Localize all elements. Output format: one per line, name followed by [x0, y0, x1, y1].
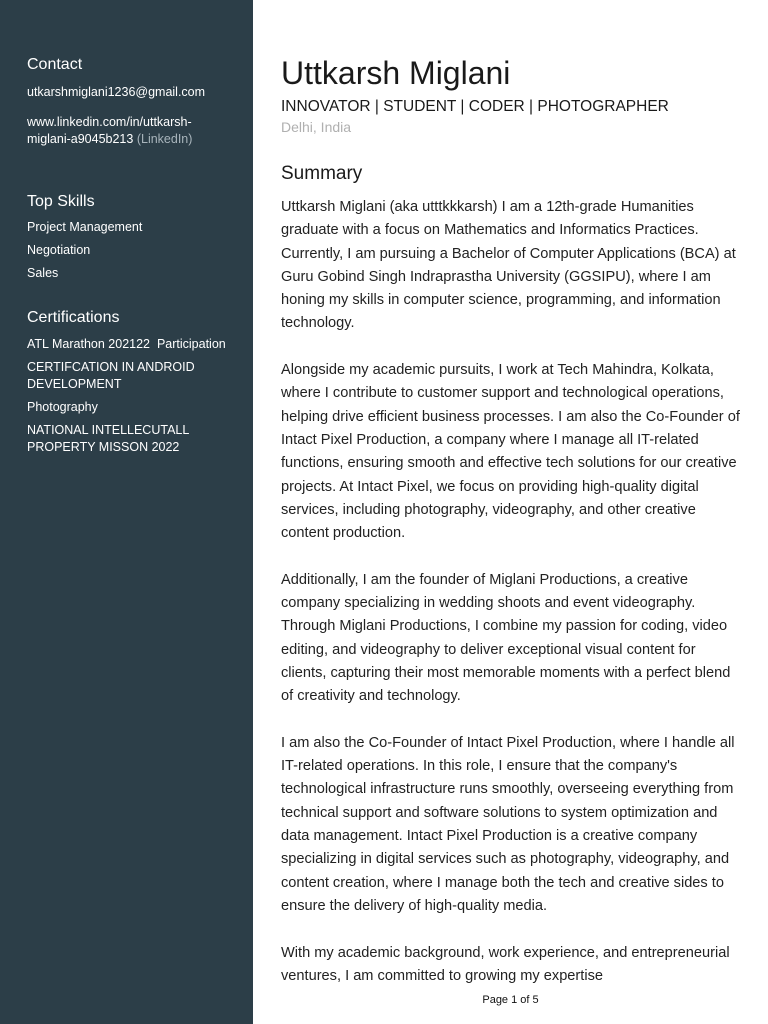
certification-item: NATIONAL INTELLECUTALL PROPERTY MISSON 2022 [27, 423, 189, 454]
certification-item: Photography [27, 400, 98, 414]
summary-paragraph: Additionally, I am the founder of Miglani Productions, a creative company specializing in wedding shoots and event videography. Through Miglani Productions, I combine my passion for coding, video editing, and videography to deliver exceptional visual content for clients, capturing their most memorable moments with a perfect blend of creativity and technology. [281, 571, 731, 705]
certification-item: CERTIFCATION IN ANDROID DEVELOPMENT [27, 360, 195, 391]
summary-paragraph: Alongside my academic pursuits, I work at Tech Mahindra, Kolkata, where I contribute to customer support and technological operations, helping drive efficient business processes. I am also the Co-Founder of Intact Pixel Production, a company where I manage all IT-related functions, ensuring smooth and effective tech solutions for our creative projects. At Intact Pixel, we focus on providing high-quality digital services, including photography, videography, and other creative content production. [281, 362, 740, 542]
contact-section [27, 55, 242, 148]
linkedin-url[interactable]: www.linkedin.com/in/uttkarsh-miglani-a9045b213 [27, 115, 192, 146]
main-content [281, 0, 743, 1024]
contact-heading: Contact [27, 56, 83, 73]
summary-heading: Summary [281, 163, 363, 184]
headline: INNOVATOR | STUDENT | CODER | PHOTOGRAPHER [281, 98, 669, 115]
person-name: Uttkarsh Miglani [281, 55, 511, 91]
summary-body [281, 196, 743, 1011]
certification-item: ATL Marathon 202122 Participation [27, 337, 226, 351]
linkedin-link[interactable] [27, 114, 217, 148]
sidebar [0, 0, 253, 1024]
summary-paragraph: With my academic background, work experience, and entrepreneurial ventures, I am committed to growing my expertise [281, 944, 730, 984]
skills-section [27, 192, 242, 282]
linkedin-label: (LinkedIn) [136, 132, 193, 146]
email-text[interactable]: utkarshmiglani1236@gmail.com [27, 85, 206, 99]
summary-paragraph: I am also the Co-Founder of Intact Pixel Production, where I handle all IT-related operations. In this role, I ensure that the company's technological infrastructure runs smoothly, overseeing everything from technical support and software solutions to system optimization and data management. Intact Pixel Production is a creative company specializing in digital services such as photography, videography, and content creation, where I manage both the tech and creative sides to ensure the delivery of high-quality media. [281, 734, 735, 914]
summary-paragraph: Uttkarsh Miglani (aka utttkkkarsh) I am a 12th-grade Humanities graduate with a focus on Mathematics and Informatics Practices. Currently, I am pursuing a Bachelor of Computer Applications (BCA) at Guru Gobind Singh Indraprastha University (GGSIPU), where I am honing my skills in computer science, programming, and information technology. [281, 199, 736, 332]
certifications-heading: Certifications [27, 309, 120, 326]
location: Delhi, India [281, 119, 352, 135]
page-number: Page 1 of 5 [482, 994, 539, 1006]
skills-heading: Top Skills [27, 193, 95, 210]
skill-item: Sales [27, 266, 59, 280]
skill-item: Negotiation [27, 243, 91, 257]
skill-item: Project Management [27, 220, 143, 234]
certifications-section [27, 308, 242, 456]
